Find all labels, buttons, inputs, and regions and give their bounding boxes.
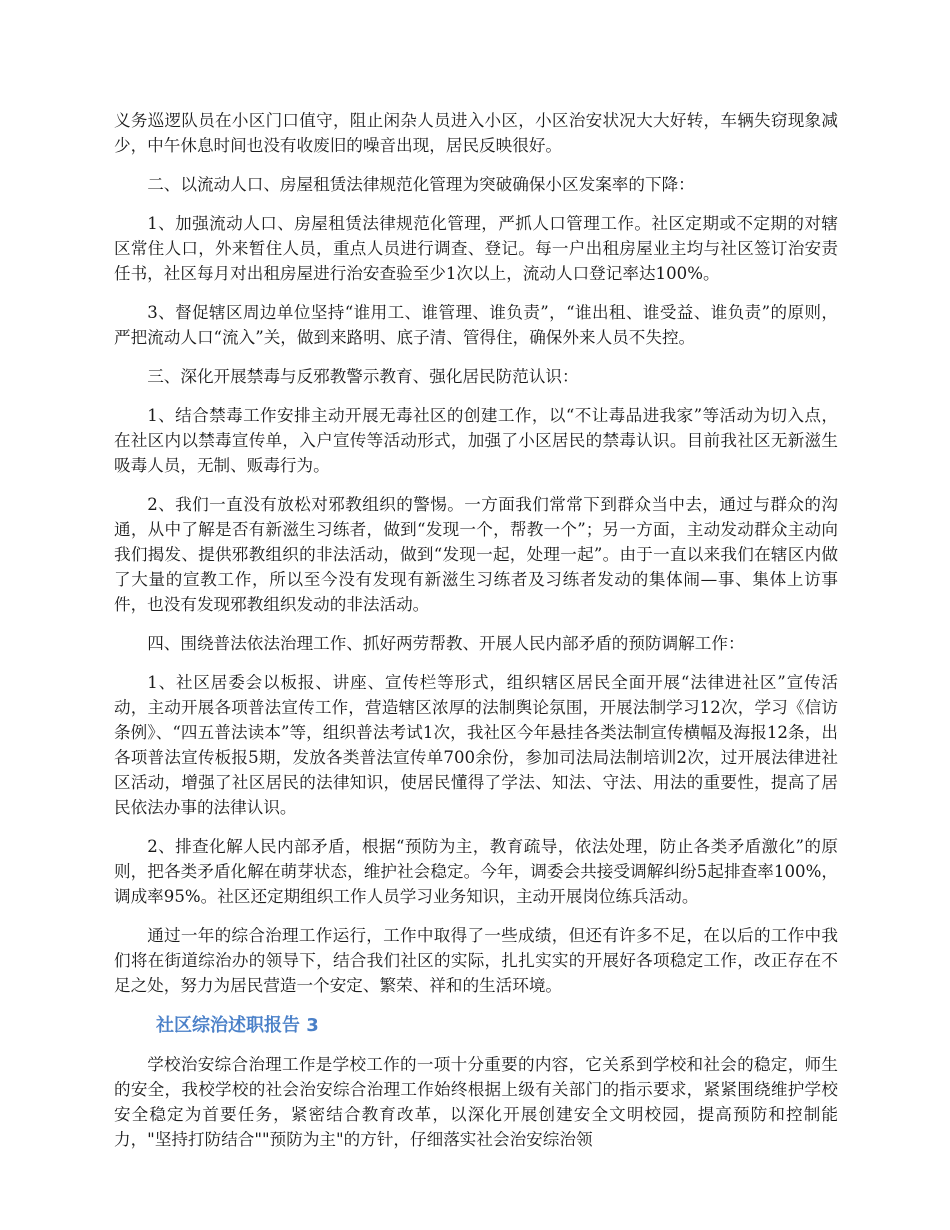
paragraph: 3、督促辖区周边单位坚持“谁用工、谁管理、谁负责”，“谁出租、谁受益、谁负责”的原则，严把流动人口“流入”关，做到来路明、底子清、管得住，确保外来人员不失控。 bbox=[114, 303, 838, 347]
paragraph: 1、社区居委会以板报、讲座、宣传栏等形式，组织辖区居民全面开展“法律进社区”宣传活动，主动开展各项普法宣传工作，营造辖区浓厚的法制舆论氛围，开展法制学习12次，学习《信访条例》、“四五普法读本”等，组织普法考试1次，我社区今年悬挂各类法制宣传横幅及海报12条，出各项普法宣传板报5期，发放各类普法宣传单700余份，参加司法局法制培训2次，过开展法律进社区活动，增强了社区居民的法律知识，使居民懂得了学法、知法、守法、用法的重要性，提高了居民依法办事的法律认识。 bbox=[114, 673, 838, 817]
paragraph: 学校治安综合治理工作是学校工作的一项十分重要的内容，它关系到学校和社会的稳定，师生的安全，我校学校的社会治安综合治理工作始终根据上级有关部门的指示要求，紧紧围绕维护学校安全稳定为首要任务，紧密结合教育改革，以深化开展创建安全文明校园，提高预防和控制能力，"坚持打防结合""预防为主"的方针，仔细落实社会治安综治领 bbox=[114, 1055, 838, 1149]
section-subheading: 四、围绕普法依法治理工作、抓好两劳帮教、开展人民内部矛盾的预防调解工作： bbox=[147, 634, 745, 653]
section-subheading: 三、深化开展禁毒与反邪教警示教育、强化居民防范认识： bbox=[147, 367, 579, 386]
section-subheading: 二、以流动人口、房屋租赁法律规范化管理为突破确保小区发案率的下降： bbox=[147, 175, 695, 194]
paragraph: 1、结合禁毒工作安排主动开展无毒社区的创建工作，以“不让毒品进我家”等活动为切入点，在社区内以禁毒宣传单，入户宣传等活动形式，加强了小区居民的禁毒认识。目前我社区无新滋生吸毒人员，无制、贩毒行为。 bbox=[114, 406, 838, 475]
paragraph: 2、我们一直没有放松对邪教组织的警惕。一方面我们常常下到群众当中去，通过与群众的沟通，从中了解是否有新滋生习练者，做到“发现一个，帮教一个”；另一方面，主动发动群众主动向我们揭发、提供邪教组织的非法活动，做到“发现一起，处理一起”。由于一直以来我们在辖区内做了大量的宣教工作，所以至今没有发现有新滋生习练者及习练者发动的集体闹—事、集体上访事件，也没有发现邪教组织发动的非法活动。 bbox=[114, 495, 838, 614]
paragraph: 2、排查化解人民内部矛盾，根据“预防为主，教育疏导，依法处理，防止各类矛盾激化”的原则，把各类矛盾化解在萌芽状态，维护社会稳定。今年，调委会共接受调解纠纷5起排查率100%，调成率95%。社区还定期组织工作人员学习业务知识，主动开展岗位练兵活动。 bbox=[114, 837, 838, 906]
section-heading: 社区综治述职报告 3 bbox=[156, 1015, 319, 1036]
paragraph: 通过一年的综合治理工作运行，工作中取得了一些成绩，但还有许多不足，在以后的工作中我们将在街道综治办的领导下，结合我们社区的实际，扎扎实实的开展好各项稳定工作，改正存在不足之处，努力为居民营造一个安定、繁荣、祥和的生活环境。 bbox=[114, 926, 838, 995]
document-body bbox=[114, 108, 838, 1166]
paragraph: 1、加强流动人口、房屋租赁法律规范化管理，严抓人口管理工作。社区定期或不定期的对辖区常住人口，外来暂住人员，重点人员进行调查、登记。每一户出租房屋业主均与社区签订治安责任书，社区每月对出租房屋进行治安查验至少1次以上，流动人口登记率达100%。 bbox=[114, 214, 838, 283]
paragraph: 义务巡逻队员在小区门口值守，阻止闲杂人员进入小区，小区治安状况大大好转，车辆失窃现象减少，中午休息时间也没有收废旧的噪音出现，居民反映很好。 bbox=[114, 111, 838, 155]
